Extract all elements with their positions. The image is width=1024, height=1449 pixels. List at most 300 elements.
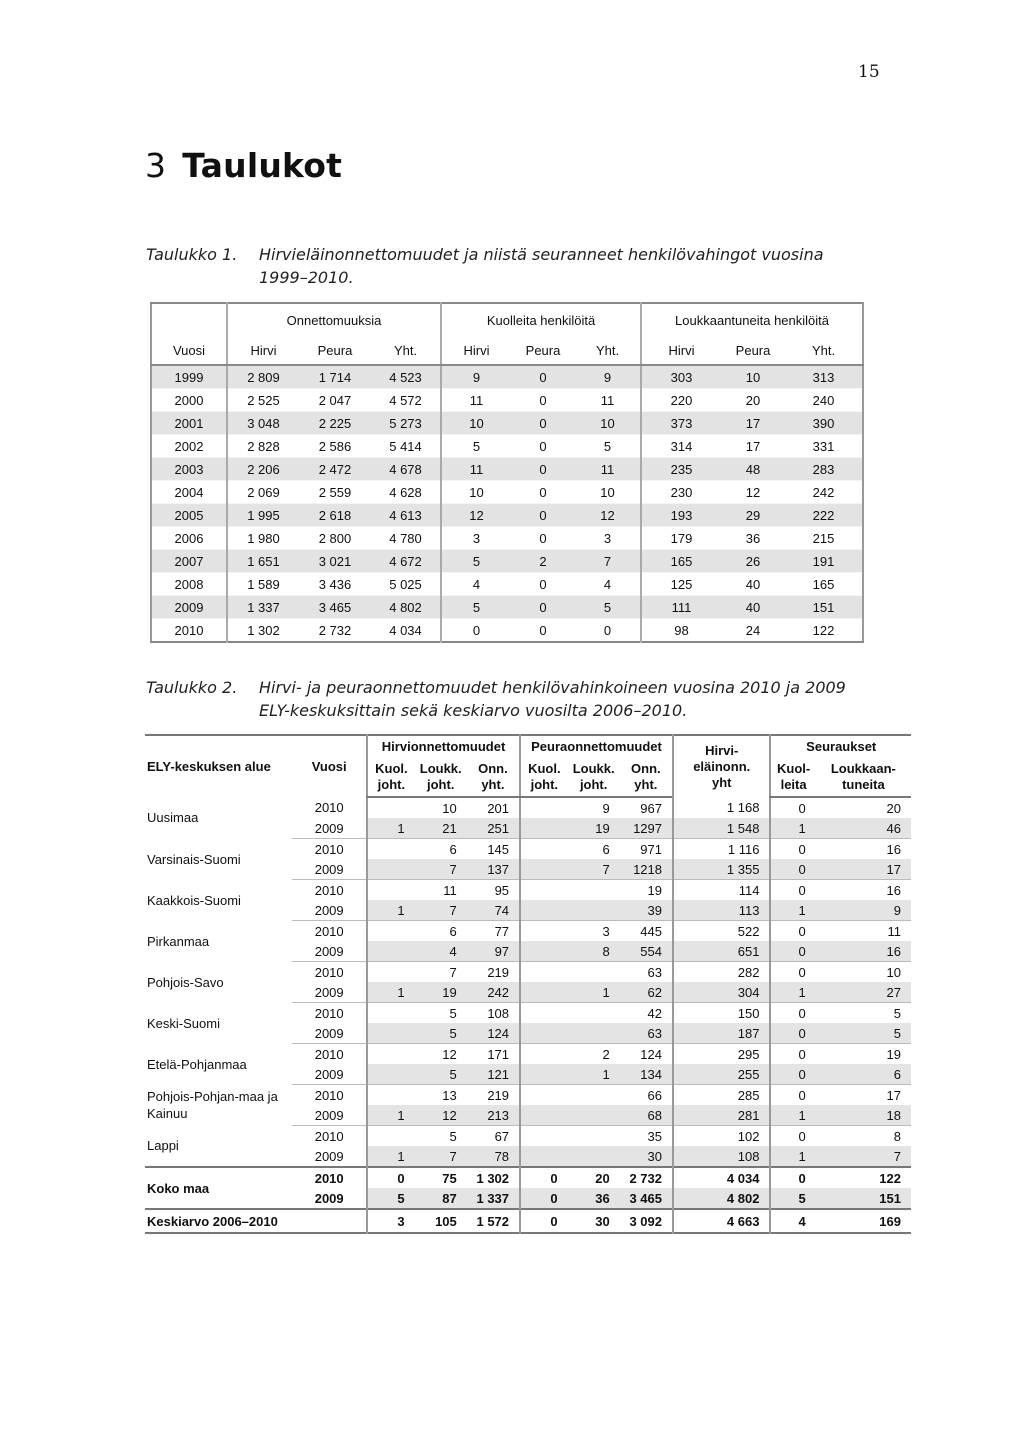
table2-value-cell: [520, 818, 568, 839]
table2-value-cell: [520, 1023, 568, 1044]
table1-value-cell: 3 436: [299, 573, 371, 596]
table2-value-cell: 1: [367, 982, 415, 1003]
table2-value-cell: 0: [770, 797, 815, 818]
table2-value-cell: [568, 880, 620, 901]
table2-value-cell: 19: [886, 1046, 901, 1062]
table1-value-cell: 151: [785, 596, 863, 619]
table1-value-cell: 165: [641, 550, 721, 573]
table2-value-cell: 1 548: [673, 818, 770, 839]
table2-value-cell: 3 465: [620, 1188, 673, 1209]
table2-value-cell: 7: [415, 1146, 467, 1167]
table2-region-cell: Uusimaa: [147, 810, 199, 826]
table1-value-cell: 3 465: [299, 596, 371, 619]
table1-value-cell: 125: [641, 573, 721, 596]
table1-value-cell: 191: [785, 550, 863, 573]
table2-value-cell: 7: [816, 1146, 911, 1167]
table1-row: [151, 481, 863, 504]
table2-caption-label: Taulukko 2.: [146, 678, 238, 697]
table1-value-cell: 2 525: [227, 389, 299, 412]
table2-deer-killed-header: Kuol. joht.: [520, 758, 568, 797]
table2-value-cell: 0: [770, 1126, 815, 1147]
table2-injured-header: Loukkaan-tuneita: [816, 758, 911, 797]
table2-value-cell: [520, 962, 568, 983]
table1-value-cell: 3: [441, 527, 511, 550]
table1-value-cell: 193: [641, 504, 721, 527]
table2-value-cell: 36: [568, 1188, 620, 1209]
table2-value-cell: [568, 1003, 620, 1024]
table2-average-value: 3 092: [620, 1209, 673, 1233]
table1-year-cell: 2006: [151, 527, 227, 550]
table2-value-cell: 122: [816, 1167, 911, 1188]
table2-year-cell: 2009: [292, 1023, 367, 1044]
table2-value-cell: 0: [770, 1085, 815, 1106]
table2-value-cell: 201: [487, 800, 510, 816]
table1-value-cell: 4 802: [371, 596, 441, 619]
table1-column-header: Hirvi: [227, 336, 299, 365]
table2-value-cell: 4: [415, 941, 467, 962]
table2-value-cell: [568, 962, 620, 983]
table2-value-cell: 1: [367, 1105, 415, 1126]
table2-region-cell: Pirkanmaa: [147, 933, 210, 949]
table1-group-header: Onnettomuuksia: [227, 303, 441, 336]
table2-value-cell: [568, 900, 620, 921]
table2-value-cell: 967: [640, 800, 662, 816]
table2-row: [145, 1167, 911, 1188]
table2-value-cell: 12: [415, 1105, 467, 1126]
table2-region-cell: Lappi: [147, 1138, 179, 1154]
table1-value-cell: 0: [511, 389, 575, 412]
table2-row: [145, 1044, 911, 1065]
table2-value-cell: 78: [467, 1146, 520, 1167]
table1-value-cell: 5: [575, 435, 641, 458]
table2-value-cell: 0: [770, 1064, 815, 1085]
table1-column-header: Vuosi: [151, 336, 227, 365]
table2-average-value: 0: [520, 1209, 568, 1233]
table1-value-cell: 5: [575, 596, 641, 619]
table2-value-cell: 63: [620, 1023, 673, 1044]
table2-value-cell: 1 168: [673, 797, 770, 818]
table2-value-cell: 1: [568, 1064, 620, 1085]
table1-year-cell: 2009: [151, 596, 227, 619]
table1-value-cell: 10: [441, 481, 511, 504]
table2-value-cell: [520, 797, 568, 818]
table1-caption-text: Hirvieläinonnettomuudet ja niistä seuranneet henkilövahingot vuosina 1999–2010.: [259, 245, 824, 287]
table2-value-cell: [367, 797, 415, 818]
table2-value-cell: [520, 859, 568, 880]
table2-caption-text: Hirvi- ja peuraonnettomuudet henkilövahinkoineen vuosina 2010 ja 2009 ELY-keskuksittain sekä keskiarvo vuosilta 2006–2010.: [259, 678, 846, 720]
table2-row: [145, 1085, 911, 1106]
table2-value-cell: 1: [770, 1146, 815, 1167]
table2-year-cell: 2010: [314, 1046, 344, 1062]
table2-value-cell: 150: [673, 1003, 770, 1024]
table1-value-cell: 40: [721, 573, 785, 596]
table2-value-cell: 1218: [620, 859, 673, 880]
table2-region-cell: Pohjois-Pohjan-maa ja Kainuu: [147, 1089, 278, 1121]
table1-value-cell: 1 995: [227, 504, 299, 527]
table2-value-cell: 5: [449, 1128, 457, 1144]
table1-value-cell: 1 302: [227, 619, 299, 643]
table2-year-cell: 2010: [292, 1167, 367, 1188]
table2-value-cell: 1: [568, 982, 620, 1003]
table1-value-cell: 111: [641, 596, 721, 619]
table2-value-cell: [520, 1146, 568, 1167]
table2-value-cell: 5: [816, 1023, 911, 1044]
table2-value-cell: 8: [893, 1128, 901, 1144]
table1-value-cell: 3 021: [299, 550, 371, 573]
table2-value-cell: 108: [673, 1146, 770, 1167]
table2-consequences-group-header: Seuraukset: [770, 735, 911, 758]
table2-value-cell: 282: [673, 962, 770, 983]
table1: [150, 302, 864, 643]
section-number: 3: [145, 146, 167, 185]
table2-value-cell: 1: [367, 1146, 415, 1167]
table1-year-cell: 2007: [151, 550, 227, 573]
table2-value-cell: [568, 1023, 620, 1044]
table2-cervid-total-header: Hirvi-eläinonn. yht: [673, 735, 770, 797]
table1-group-header: Kuolleita henkilöitä: [441, 303, 641, 336]
table2-value-cell: 19: [415, 982, 467, 1003]
table1-value-cell: 5: [441, 550, 511, 573]
table2-value-cell: 971: [640, 841, 662, 857]
table2-header-row-1: [145, 735, 911, 758]
table2-body: [145, 797, 911, 1233]
table1-value-cell: 4: [441, 573, 511, 596]
table2-row: [145, 921, 911, 942]
table1-value-cell: 0: [511, 573, 575, 596]
table1-value-cell: 29: [721, 504, 785, 527]
table1-row: [151, 550, 863, 573]
table2-value-cell: 66: [647, 1087, 662, 1103]
table2-value-cell: 0: [770, 880, 815, 901]
table2-year-cell: 2009: [292, 818, 367, 839]
table2-value-cell: 10: [442, 800, 457, 816]
table2-region-cell: Etelä-Pohjanmaa: [147, 1056, 247, 1072]
table2-value-cell: 134: [620, 1064, 673, 1085]
table2-year-cell: 2009: [292, 1064, 367, 1085]
table2-row: [145, 839, 911, 860]
table1-value-cell: 0: [441, 619, 511, 643]
table1-column-header: Peura: [721, 336, 785, 365]
table2-value-cell: [520, 880, 568, 901]
table2-year-cell: 2009: [292, 900, 367, 921]
table2-value-cell: 7: [449, 964, 457, 980]
table1-value-cell: 331: [785, 435, 863, 458]
table1-value-cell: 5 025: [371, 573, 441, 596]
table1-value-cell: 10: [575, 481, 641, 504]
table2-row: [145, 1003, 911, 1024]
table2-row: [145, 1126, 911, 1147]
table2-value-cell: 1: [770, 1105, 815, 1126]
table1-value-cell: 7: [575, 550, 641, 573]
table2-value-cell: 1 355: [673, 859, 770, 880]
table2-value-cell: 12: [442, 1046, 457, 1062]
table1-row: [151, 365, 863, 389]
table2-value-cell: 522: [673, 921, 770, 942]
table2-value-cell: 74: [467, 900, 520, 921]
table2-value-cell: [367, 962, 415, 983]
table2-value-cell: 39: [620, 900, 673, 921]
table2-value-cell: [568, 1105, 620, 1126]
table2-value-cell: 1: [367, 900, 415, 921]
table2-value-cell: 0: [770, 1044, 815, 1065]
table1-value-cell: 2 800: [299, 527, 371, 550]
table2-value-cell: 16: [886, 841, 901, 857]
table1-value-cell: 3 048: [227, 412, 299, 435]
table2-value-cell: 124: [467, 1023, 520, 1044]
table2-value-cell: 0: [770, 1167, 815, 1188]
table2-average-value: 105: [415, 1209, 467, 1233]
table2-value-cell: 295: [673, 1044, 770, 1065]
table1-value-cell: 20: [721, 389, 785, 412]
table1-year-cell: 2003: [151, 458, 227, 481]
table1-value-cell: 48: [721, 458, 785, 481]
table2-value-cell: 445: [640, 923, 662, 939]
table1-value-cell: 9: [441, 365, 511, 389]
table1-value-cell: 240: [785, 389, 863, 412]
table2-average-value: 4 663: [673, 1209, 770, 1233]
table1-value-cell: 390: [785, 412, 863, 435]
table2-value-cell: 219: [487, 1087, 510, 1103]
table2-value-cell: [367, 1085, 415, 1106]
table2-value-cell: 102: [673, 1126, 770, 1147]
table1-value-cell: 283: [785, 458, 863, 481]
table2-value-cell: 5: [770, 1188, 815, 1209]
table1-row: [151, 458, 863, 481]
table2-value-cell: [367, 880, 415, 901]
table1-value-cell: 3: [575, 527, 641, 550]
table2-value-cell: [520, 1044, 568, 1065]
table1-value-cell: 4: [575, 573, 641, 596]
table2-value-cell: 4 802: [673, 1188, 770, 1209]
table2-value-cell: 68: [620, 1105, 673, 1126]
table2-value-cell: 0: [770, 921, 815, 942]
table2-value-cell: 6: [449, 923, 457, 939]
table2-average-value: 4: [770, 1209, 815, 1233]
table2-value-cell: 651: [673, 941, 770, 962]
table2-value-cell: 30: [620, 1146, 673, 1167]
table1-value-cell: 2 809: [227, 365, 299, 389]
table2-value-cell: 187: [673, 1023, 770, 1044]
table2-value-cell: 19: [568, 818, 620, 839]
table2-value-cell: 11: [443, 882, 457, 898]
table2-value-cell: 121: [467, 1064, 520, 1085]
table1-value-cell: 0: [511, 412, 575, 435]
table2-year-cell: 2009: [292, 982, 367, 1003]
table2-value-cell: 42: [647, 1005, 662, 1021]
table2-value-cell: 6: [602, 841, 610, 857]
table2-average-value: 1 572: [467, 1209, 520, 1233]
table2-deer-group-header: Peuraonnettomuudet: [520, 735, 673, 758]
table2-value-cell: 21: [415, 818, 467, 839]
table1-value-cell: 11: [575, 389, 641, 412]
table2-value-cell: [367, 1023, 415, 1044]
table2-value-cell: 0: [770, 1003, 815, 1024]
table2-value-cell: 1 337: [467, 1188, 520, 1209]
table1-value-cell: 313: [785, 365, 863, 389]
table2-deer-total-header: Onn. yht.: [620, 758, 673, 797]
table2-year-cell: 2009: [292, 1105, 367, 1126]
table2-value-cell: 62: [620, 982, 673, 1003]
table1-value-cell: 0: [511, 504, 575, 527]
table2-value-cell: [520, 1085, 568, 1106]
table1-column-header-row: [151, 336, 863, 365]
table2-value-cell: 18: [816, 1105, 911, 1126]
table2-value-cell: [520, 982, 568, 1003]
table2-value-cell: [367, 1044, 415, 1065]
table2-value-cell: [367, 1064, 415, 1085]
table1-value-cell: 1 714: [299, 365, 371, 389]
table1-value-cell: 1 980: [227, 527, 299, 550]
table2-value-cell: 1: [770, 818, 815, 839]
table2-year-cell: 2010: [314, 1005, 344, 1021]
table2-value-cell: 67: [494, 1128, 510, 1144]
table2-value-cell: 17: [816, 859, 911, 880]
section-title: Taulukot: [182, 146, 343, 185]
table1-value-cell: 222: [785, 504, 863, 527]
table1-value-cell: 215: [785, 527, 863, 550]
table1-value-cell: 0: [511, 481, 575, 504]
table2-value-cell: [520, 1126, 568, 1147]
table1-value-cell: 4 628: [371, 481, 441, 504]
table2-value-cell: 0: [770, 941, 815, 962]
table2-value-cell: 285: [673, 1085, 770, 1106]
table1-value-cell: 0: [575, 619, 641, 643]
table1-value-cell: 4 523: [371, 365, 441, 389]
table1-value-cell: 10: [721, 365, 785, 389]
table2-value-cell: 1 302: [467, 1167, 520, 1188]
table1-value-cell: 2 732: [299, 619, 371, 643]
table1-value-cell: 0: [511, 527, 575, 550]
table2-value-cell: [520, 839, 568, 860]
table2-value-cell: 0: [520, 1167, 568, 1188]
table2-value-cell: 27: [816, 982, 911, 1003]
table2-value-cell: 6: [449, 841, 457, 857]
table1-row: [151, 596, 863, 619]
table1-value-cell: 11: [441, 458, 511, 481]
table1-row: [151, 412, 863, 435]
table2-year-cell: 2009: [292, 1146, 367, 1167]
table2-value-cell: 255: [673, 1064, 770, 1085]
table1-value-cell: 235: [641, 458, 721, 481]
table2-value-cell: 20: [568, 1167, 620, 1188]
table2-value-cell: 0: [770, 1023, 815, 1044]
table1-value-cell: 11: [441, 389, 511, 412]
table2-moose-total-header: Onn. yht.: [467, 758, 520, 797]
table1-group-header-row: [151, 303, 863, 336]
table2: [145, 734, 911, 1234]
table1-value-cell: 0: [511, 435, 575, 458]
table2-value-cell: 7: [568, 859, 620, 880]
table2-value-cell: 108: [487, 1005, 510, 1021]
table1-value-cell: 10: [441, 412, 511, 435]
table2-value-cell: 554: [620, 941, 673, 962]
table2-value-cell: 75: [415, 1167, 467, 1188]
table2-value-cell: [568, 1085, 620, 1106]
table2-value-cell: 7: [415, 900, 467, 921]
table2-value-cell: [367, 859, 415, 880]
table2-value-cell: 20: [886, 800, 901, 816]
table1-value-cell: 24: [721, 619, 785, 643]
table2-value-cell: 7: [415, 859, 467, 880]
table2-value-cell: 8: [568, 941, 620, 962]
table2-year-cell: 2009: [292, 859, 367, 880]
table1-year-cell: 1999: [151, 365, 227, 389]
table2-value-cell: [367, 839, 415, 860]
table2-value-cell: [520, 900, 568, 921]
table1-value-cell: 5: [441, 596, 511, 619]
table1-row: [151, 573, 863, 596]
table2-value-cell: 145: [487, 841, 510, 857]
table2-value-cell: 1: [770, 900, 815, 921]
table2-value-cell: [367, 1126, 415, 1147]
table2-year-cell: 2010: [314, 923, 344, 939]
table2-year-cell: 2010: [314, 882, 344, 898]
table2-year-cell: 2010: [314, 964, 344, 980]
table2-value-cell: 171: [487, 1046, 510, 1062]
table2-average-value: 3: [367, 1209, 415, 1233]
table2-average-label: Keskiarvo 2006–2010: [145, 1209, 367, 1233]
table1-value-cell: 4 678: [371, 458, 441, 481]
table2-value-cell: 0: [367, 1167, 415, 1188]
table1-value-cell: 9: [575, 365, 641, 389]
table2-value-cell: 0: [520, 1188, 568, 1209]
table1-value-cell: 373: [641, 412, 721, 435]
table2-value-cell: 35: [647, 1128, 662, 1144]
table2-value-cell: [367, 1003, 415, 1024]
table1-column-header: Hirvi: [441, 336, 511, 365]
table1-value-cell: 0: [511, 365, 575, 389]
table1-value-cell: 4 672: [371, 550, 441, 573]
table1-year-cell: 2000: [151, 389, 227, 412]
table2-row: [145, 880, 911, 901]
table1-column-header: Hirvi: [641, 336, 721, 365]
table2-average-value: 169: [816, 1209, 911, 1233]
table2-value-cell: 13: [442, 1087, 457, 1103]
table1-value-cell: 2 828: [227, 435, 299, 458]
table2-value-cell: [520, 1064, 568, 1085]
table1-column-header: Peura: [511, 336, 575, 365]
table2-value-cell: 2 732: [620, 1167, 673, 1188]
table2-value-cell: 2: [602, 1046, 610, 1062]
table2-value-cell: 5: [415, 1023, 467, 1044]
table2-year-cell: 2009: [292, 941, 367, 962]
table1-value-cell: 2 559: [299, 481, 371, 504]
table1-row: [151, 389, 863, 412]
table2-value-cell: 16: [816, 941, 911, 962]
table2-value-cell: 304: [673, 982, 770, 1003]
table1-value-cell: 5 414: [371, 435, 441, 458]
table1-row: [151, 527, 863, 550]
table1-value-cell: 0: [511, 458, 575, 481]
table1-value-cell: 40: [721, 596, 785, 619]
table2-value-cell: 124: [640, 1046, 662, 1062]
table1-year-cell: 2005: [151, 504, 227, 527]
table2-value-cell: 97: [467, 941, 520, 962]
table2-value-cell: [367, 941, 415, 962]
table2-value-cell: [367, 921, 415, 942]
table1-body: [151, 365, 863, 642]
table1-value-cell: 1 651: [227, 550, 299, 573]
table2-value-cell: [520, 941, 568, 962]
table1-value-cell: 2 225: [299, 412, 371, 435]
table2-value-cell: 114: [673, 880, 770, 901]
table2-value-cell: [520, 1003, 568, 1024]
table2-value-cell: 137: [467, 859, 520, 880]
page-number: 15: [858, 62, 880, 82]
table1-value-cell: 11: [575, 458, 641, 481]
table2-average-value: 30: [568, 1209, 620, 1233]
table2-value-cell: 251: [467, 818, 520, 839]
